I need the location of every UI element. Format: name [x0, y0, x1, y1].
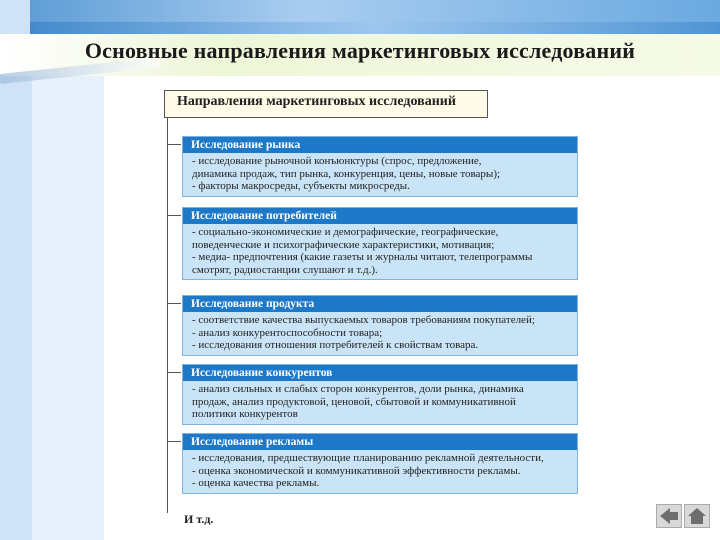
research-card [182, 433, 578, 494]
research-card [182, 364, 578, 425]
tree-branch [167, 441, 181, 442]
card-line: - оценка качества рекламы. [192, 477, 320, 489]
card-line: смотрят, радиостанции слушают и т.д.). [192, 263, 378, 276]
diagram-header: Направления маркетинговых исследований [164, 90, 488, 118]
card-line: продаж, анализ продуктовой, ценовой, сбытовой и коммуникативной [192, 395, 516, 408]
tree-branch [167, 372, 181, 373]
card-title: Исследование рекламы [183, 434, 577, 450]
research-card [182, 295, 578, 356]
card-line: - исследование рыночной конъюнктуры (спрос, предложение, [192, 155, 482, 167]
tree-branch [167, 144, 181, 145]
card-line: - исследования, предшествующие планированию рекламной деятельности, [192, 452, 544, 464]
card-line: - анализ конкурентоспособности товара; [192, 326, 383, 339]
card-body [183, 312, 577, 355]
slide-title: Основные направления маркетинговых исследований [84, 38, 636, 63]
research-card [182, 136, 578, 197]
card-line: - медиа- предпочтения (какие газеты и журналы читают, телепрограммы [192, 251, 533, 263]
top-decor-band-shadow [30, 22, 720, 34]
tree-branch [167, 215, 181, 216]
diagram-footer: И т.д. [184, 512, 214, 526]
arrow-left-icon [657, 505, 681, 527]
tree-connector [167, 118, 168, 513]
card-body [183, 450, 577, 493]
home-button[interactable] [684, 504, 710, 528]
card-line: - соответствие качества выпускаемых товаров требованиям покупателей; [192, 314, 535, 326]
card-line: - оценка экономической и коммуникативной эффективности рекламы. [192, 464, 521, 477]
home-icon [685, 505, 709, 527]
card-line: политики конкурентов [192, 408, 298, 420]
card-line: - анализ сильных и слабых сторон конкурентов, доли рынка, динамика [192, 383, 524, 395]
card-title: Исследование рынка [183, 137, 577, 153]
card-line: - социально-экономические и демографические, географические, [192, 226, 499, 238]
card-title: Исследование потребителей [183, 208, 577, 224]
card-line: динамика продаж, тип рынка, конкуренция, цены, новые товары); [192, 167, 501, 180]
tree-branch [167, 303, 181, 304]
card-line: - исследования отношения потребителей к свойствам товара. [192, 339, 479, 351]
card-line: - факторы макросреды, субъекты микросреды. [192, 180, 410, 192]
card-line: поведенческие и психографические характеристики, мотивация; [192, 238, 495, 251]
card-title: Исследование продукта [183, 296, 577, 312]
left-decor-panel [32, 0, 104, 540]
card-body [183, 224, 577, 279]
back-button[interactable] [656, 504, 682, 528]
card-body [183, 381, 577, 424]
research-card [182, 207, 578, 280]
card-body [183, 153, 577, 196]
card-title: Исследование конкурентов [183, 365, 577, 381]
